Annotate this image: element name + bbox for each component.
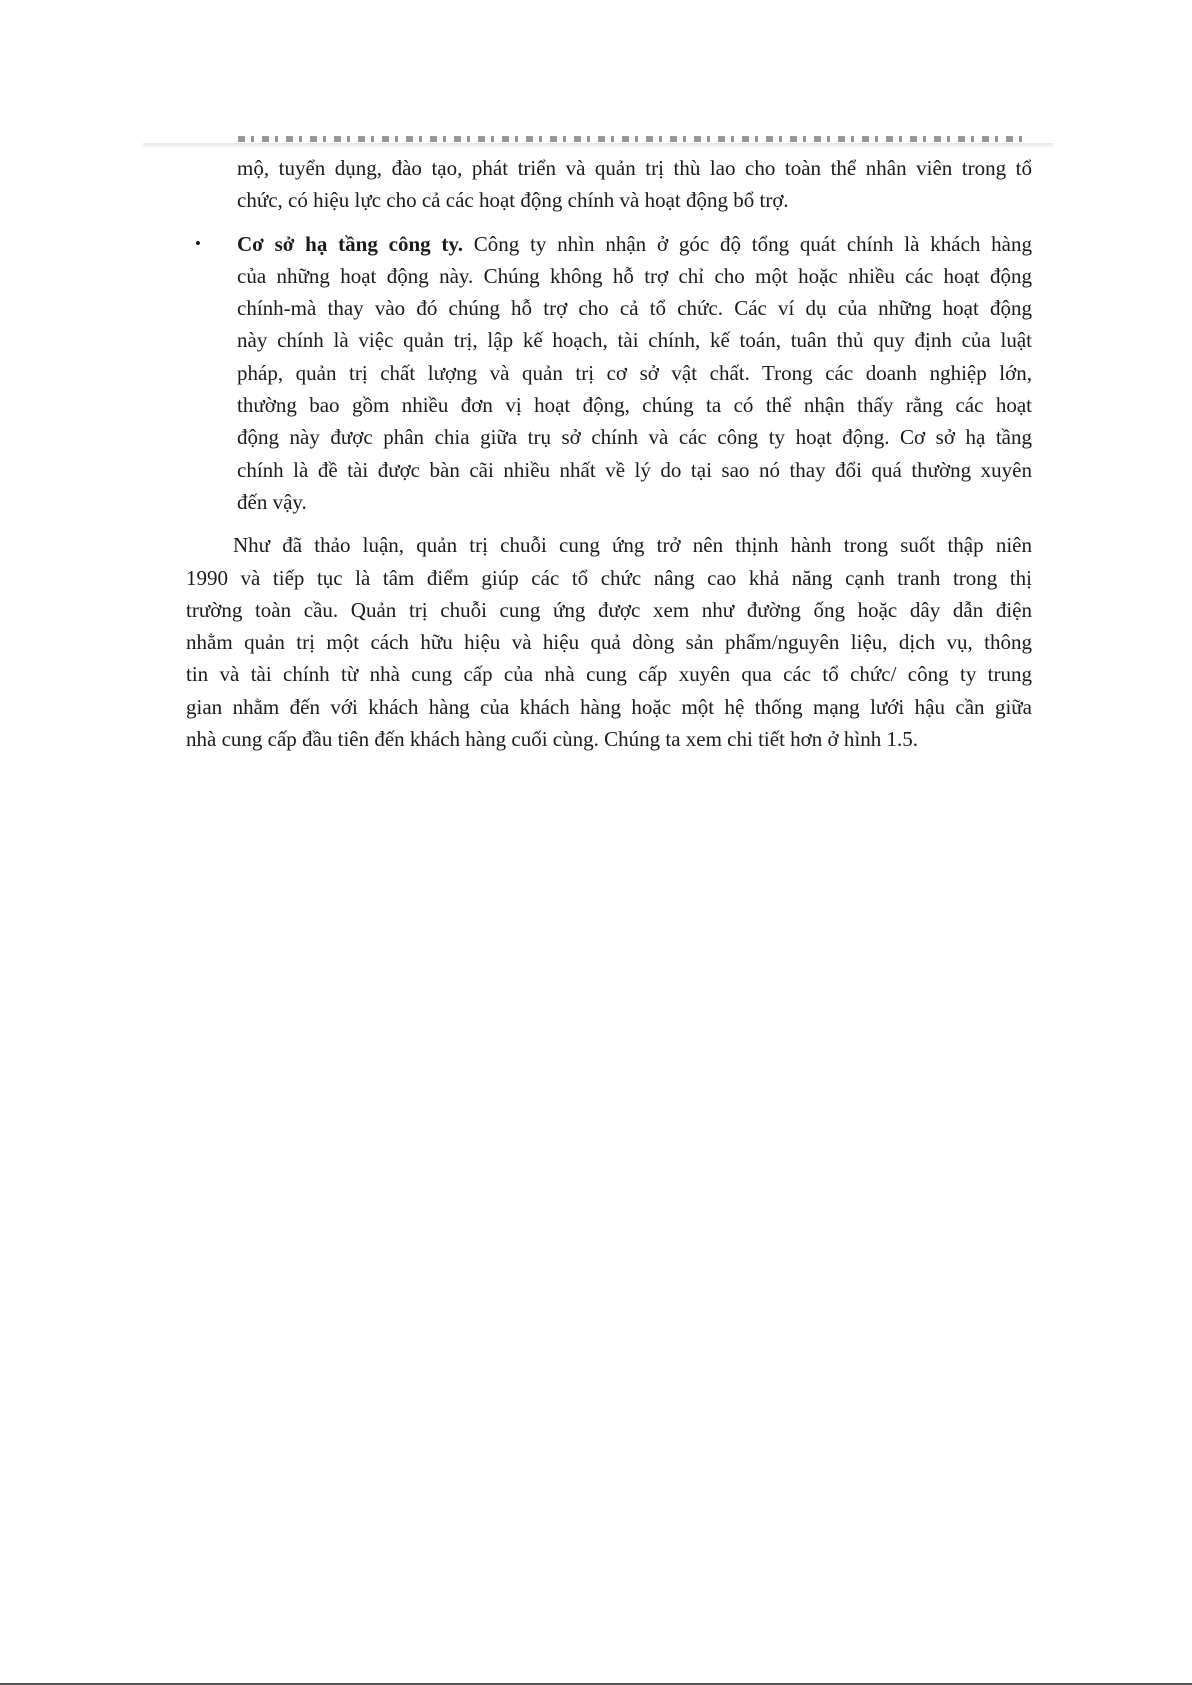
document-body — [186, 152, 1032, 755]
bullet-marker: • — [195, 233, 201, 253]
body-paragraph — [186, 529, 1032, 755]
text-line: Như đã thảo luận, quản trị chuỗi cung ứng trở nên thịnh hành trong suốt thập niên — [233, 533, 1032, 558]
text-line: động này được phân chia giữa trụ sở chính và các công ty hoạt động. Cơ sở hạ tầng — [237, 425, 1032, 450]
text-line: gian nhằm đến với khách hàng của khách hàng hoặc một hệ thống mạng lưới hậu cần giữa — [186, 694, 1032, 719]
text-line: nhằm quản trị một cách hữu hiệu và hiệu quả dòng sản phẩm/nguyên liệu, dịch vụ, thông — [186, 630, 1032, 655]
text-line: này chính là việc quản trị, lập kế hoạch, tài chính, kế toán, tuân thủ quy định của luật — [237, 328, 1032, 353]
text-line: chính-mà thay vào đó chúng hỗ trợ cho cả tổ chức. Các ví dụ của những hoạt động — [237, 296, 1032, 321]
text-line: thường bao gồm nhiều đơn vị hoạt động, chúng ta có thể nhận thấy rằng các hoạt — [237, 393, 1032, 418]
text-line: 1990 và tiếp tục là tâm điểm giúp các tổ chức nâng cao khả năng cạnh tranh trong thị — [186, 565, 1032, 590]
text-line: chức, có hiệu lực cho cả các hoạt động chính và hoạt động bổ trợ. — [237, 188, 789, 213]
text-line: pháp, quản trị chất lượng và quản trị cơ sở vật chất. Trong các doanh nghiệp lớn, — [237, 360, 1032, 385]
bullet-heading: Cơ sở hạ tầng công ty. — [237, 231, 463, 256]
bullet-text — [237, 228, 1032, 519]
text-line — [237, 228, 1032, 260]
text-line: chính là đề tài được bàn cãi nhiều nhất về lý do tại sao nó thay đổi quá thường xuyên — [237, 457, 1032, 482]
cropped-text-line — [238, 136, 1028, 142]
text-line: tin và tài chính từ nhà cung cấp của nhà cung cấp xuyên qua các tổ chức/ công ty trung — [186, 662, 1032, 687]
continued-paragraph — [186, 152, 1032, 217]
page-top-divider — [143, 143, 1053, 147]
text-line: nhà cung cấp đầu tiên đến khách hàng cuối cùng. Chúng ta xem chi tiết hơn ở hình 1.5. — [186, 727, 918, 752]
text-line: mộ, tuyển dụng, đào tạo, phát triển và quản trị thù lao cho toàn thể nhân viên trong tổ — [237, 156, 1032, 180]
text-line: đến vậy. — [237, 489, 307, 514]
text-line: của những hoạt động này. Chúng không hỗ trợ chỉ cho một hoặc nhiều các hoạt động — [237, 263, 1032, 288]
bullet-item-infrastructure — [186, 228, 1032, 519]
text-line: trường toàn cầu. Quản trị chuỗi cung ứng được xem như đường ống hoặc dây dẫn điện — [186, 597, 1032, 622]
bullet-first-line-text: Công ty nhìn nhận ở góc độ tổng quát chính là khách hàng — [463, 231, 1032, 256]
